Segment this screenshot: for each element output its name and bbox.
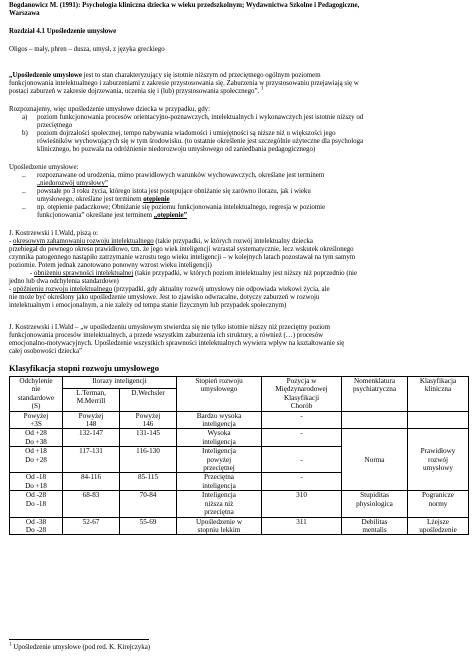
item-b-line-1: poziom dojrzałości społecznej, tempo nabywania wiadomości i umiejętności są niższe niż u większości jego <box>37 130 336 137</box>
cell-terman: 84-116 <box>63 473 120 491</box>
kostrzewski-1-line-4: poziomie. Potem jednak zanotowano ponowny wzrost wieku inteligencji) <box>9 262 212 269</box>
header-text: standardowe <box>17 393 55 402</box>
upo-d3-term: „otępienie” <box>153 212 188 219</box>
cell-text: Do +28 <box>25 455 47 464</box>
item-a-line-2: przeciętnego <box>37 122 73 129</box>
cell-stopien <box>177 517 262 535</box>
header-text: Pozycja w <box>286 377 317 385</box>
header-klasyfikacja <box>408 377 469 412</box>
upo-d3-line-2-text: funkcjonowania” określane jest terminem <box>37 212 152 219</box>
cell-text: 148 <box>85 420 97 429</box>
cell-icd: - <box>262 473 342 491</box>
kostrzewski-1-line-1-rest: (takie przypadki, w których rozwój intelektualny dziecka <box>153 238 313 245</box>
definition-lead: „Upośledzenie umysłowe <box>9 72 82 79</box>
cell-text: umysłowy <box>423 464 453 473</box>
bibliography-line-1: Bogdanowicz M. (1991): Psychologia kliniczna dziecka w wieku przedszkolnym; Wydawnictwa Szkolne i Pedagogiczne, <box>9 2 360 9</box>
item-b-marker: b) <box>22 130 28 137</box>
cell-terman: 132-147 <box>63 429 120 447</box>
cell-text: Przeciętna <box>204 473 234 482</box>
header-text: Klasyfikacja <box>419 377 457 385</box>
kostrzewski-1-line-5-rest: (takie przypadki, w których poziom intelektualny jest niższy niż poprzednio (nie <box>133 270 358 277</box>
dash-bullet: – <box>22 204 26 212</box>
upo-d3-line-2 <box>37 212 187 220</box>
kostrzewski-1-intro: J. Kostrzewski i I.Wald, piszą o: <box>9 230 99 237</box>
upo-d1-line-2: „niedorozwój umysłowy” <box>37 180 108 187</box>
footnote-marker: 1 <box>9 642 12 648</box>
cell-s <box>10 429 63 447</box>
upo-d2-line-2-text: umysłowego, określane jest terminem <box>37 196 142 203</box>
footnote-reference: 1 <box>260 86 264 92</box>
cell-klasyfikacja-empty <box>408 411 469 429</box>
header-text: M.Merrill <box>76 397 106 406</box>
bibliography-line-2: Warszawa <box>9 10 40 17</box>
cell-text: Od -38 <box>25 517 47 526</box>
kostrzewski-1-line-8: nie może być określony jako upośledzenie umysłowe. Jest to zjawisko odwracalne, dotyczy zaburzeń w rozwoju <box>9 294 320 301</box>
cell-s <box>10 447 63 473</box>
cell-klasyfikacja-prawidlowy <box>408 429 469 491</box>
cell-icd: 310 <box>262 491 342 517</box>
cell-text: normy <box>428 499 448 508</box>
cell-text: przeciętna <box>204 508 234 517</box>
cell-stopien <box>177 491 262 517</box>
kostrzewski-1-line-3: czynnika patogennego nastąpiło zatrzymanie wzrostu tego wieku inteligencji – w kolejnych latach pozostawał na tym samym <box>9 254 356 261</box>
cell-text: Upośledzenie w <box>195 517 243 526</box>
cell-terman: 52-67 <box>63 517 120 535</box>
header-terman <box>63 388 120 411</box>
cell-text: Lżejsze <box>427 517 449 526</box>
cell-nomenklatura-debilitas <box>342 517 408 535</box>
header-odchylenie <box>10 377 63 412</box>
cell-text: Prawidłowy <box>420 447 456 456</box>
table-row <box>10 491 469 517</box>
footnote-text: Upośledzenie umysłowe (pod red. K. Kirejczyka) <box>13 644 151 651</box>
cell-text: przeciętnej <box>203 464 235 473</box>
cell-text: upośledzenie <box>419 525 457 534</box>
cell-text: Od +28 <box>25 429 47 438</box>
item-a-line-1: poziom funkcjonowania procesów orientacyjno-poznawczych, intelektualnych i wykonawczych jest istotnie niższy od <box>37 114 364 121</box>
cell-text: Od -28 <box>25 491 47 500</box>
upo-d2-term: otępienie <box>143 196 170 203</box>
header-pozycja <box>262 377 342 412</box>
table-row <box>10 517 469 535</box>
dash-prefix: - <box>9 286 14 293</box>
header-text: Międzynarodowej <box>275 385 328 394</box>
cell-terman: 117-131 <box>63 447 120 473</box>
cell-text: 146 <box>142 420 154 429</box>
dash-prefix: - <box>9 238 14 245</box>
cell-wechsler: 70-84 <box>120 491 177 517</box>
term-opoznienie-rozwoju: opóźnieniu rozwoju intelektualnego <box>13 286 113 293</box>
cell-nomenklatura-norma: Norma <box>342 429 408 491</box>
cell-terman: 68-83 <box>63 491 120 517</box>
cell-text: Debilitas <box>361 517 388 526</box>
cell-wechsler: 131-145 <box>120 429 177 447</box>
header-text: umysłowego <box>200 385 238 394</box>
table-header-row <box>10 377 469 389</box>
dash-prefix: - <box>30 270 35 277</box>
kostrzewski-1-line-5 <box>30 270 357 278</box>
term-okresowe-zahamowanie: okresowym zahamowaniu rozwoju intelektualnego <box>13 238 154 245</box>
cell-text: inteligencja <box>202 437 236 446</box>
cell-text: inteligencja <box>202 481 236 490</box>
definition-line-3 <box>9 88 263 96</box>
item-a-marker: a) <box>22 114 28 121</box>
cell-text: Powyżej <box>135 411 161 420</box>
dash-bullet: – <box>22 188 26 196</box>
item-b-line-2: rówieśników wychowujących się w tym środowisku. (to ostatnie określenie jest szczególnie użyteczne dla psychologa <box>37 138 364 145</box>
upo-d2-line-1: powstałe po 3 roku życia, którego istota jest postępujące obniżanie się zarówno ilorazu, jak i wieku <box>37 188 311 195</box>
cell-text: Inteligencja <box>202 447 236 456</box>
header-wechsler: D.Wechsler <box>120 388 177 411</box>
cell-stopien <box>177 429 262 447</box>
cell-nomenklatura-stupiditas <box>342 491 408 517</box>
header-text: Odchylenie <box>19 377 53 385</box>
definition-line-2: funkcjonowania intelektualnego i zaburzeniami z zakresie przystosowania się. Zaburzenia w przystosowaniu przejawiają się w <box>9 80 359 87</box>
footnote-separator <box>9 639 149 640</box>
item-b-line-3: klinicznego, bo pozwala na odróżnienie niedorozwoju umysłowego od zaniedbania pedagogicznego) <box>37 146 316 153</box>
cell-klasyfikacja-pogranicze <box>408 491 469 517</box>
cell-icd: - <box>262 411 342 429</box>
header-text: L.Terman, <box>76 388 106 397</box>
term-obnizenie-sprawnosci: obniżeniu sprawności intelektualnej <box>34 270 134 277</box>
footnote <box>9 644 150 652</box>
header-ilorazy: Ilorazy inteligencji <box>63 377 177 389</box>
cell-icd: - <box>262 447 342 473</box>
cell-text: rozwój <box>428 455 448 464</box>
cell-stopien <box>177 411 262 429</box>
recognition-intro: Rozpoznajemy, więc upośledzenie umysłowe dziecka w przypadku, gdy: <box>9 106 211 113</box>
cell-text: Do -18 <box>25 499 47 508</box>
table-row <box>10 429 469 447</box>
kostrzewski-2-line-1: J. Kostrzewski i I.Wald – „w upośledzeniu umysłowym stwierdza się nie tylko istotnie niższy niż przeciętny poziom <box>9 324 330 331</box>
cell-icd: 311 <box>262 517 342 535</box>
kostrzewski-1-line-6: jedno lub dwa odchylenia standardowe) <box>9 278 119 285</box>
upo-d1-line-1: rozpoznawane od urodzenia, mimo prawidłowych warunków wychowawczych, określane jest terminem <box>37 172 325 179</box>
cell-text: Do -28 <box>25 525 47 534</box>
cell-icd: - <box>262 429 342 447</box>
kostrzewski-2-line-3: emocjonalno-motywacyjnych. Upośledzenie wszystkich sprawności intelektualnych wywiera wpływ na kształtowanie się <box>9 340 345 347</box>
cell-s <box>10 411 63 429</box>
cell-text: +3S <box>30 420 42 429</box>
kostrzewski-1-line-7-rest: (przypadki, gdy aktualny rozwój umysłowy nie odpowiada wiekowi życia, ale <box>112 286 330 293</box>
header-text: (S) <box>31 402 41 411</box>
classification-table <box>9 376 469 535</box>
cell-text: Wysoka <box>207 429 231 438</box>
header-nomenklatura <box>342 377 408 412</box>
cell-text: Bardzo wysoka <box>196 411 242 420</box>
classification-title: Klasyfikacja stopni rozwoju umysłowego <box>9 363 159 373</box>
cell-s <box>10 517 63 535</box>
definition-line-1 <box>9 72 321 80</box>
header-text: psychiatryczna <box>352 385 397 394</box>
etymology-text: Oligos – mały, phren – dusza, umysł, z języka greckiego <box>9 46 165 53</box>
upo-d2-line-2 <box>37 196 170 204</box>
cell-text: niższa niż <box>204 499 234 508</box>
header-text: Chorób <box>290 402 313 411</box>
section-title: Rozdział 4.1 Upośledzenie umysłowe <box>9 28 117 35</box>
upo-title: Upośledzenie umysłowe: <box>9 164 79 171</box>
cell-wechsler: 85-115 <box>120 473 177 491</box>
dash-bullet: – <box>22 172 26 180</box>
cell-terman <box>63 411 120 429</box>
cell-text: Stupiditas <box>360 491 389 500</box>
kostrzewski-1-line-9: intelektualnym i emocjonalnym, a nie zależy od tempa stanie fizycznym lub przypadek społecznym) <box>9 302 287 309</box>
cell-stopien <box>177 447 262 473</box>
header-text: nie <box>31 385 41 394</box>
cell-text: physiologica <box>356 499 393 508</box>
cell-text: Inteligencja <box>202 491 236 500</box>
header-text: Klasyfikacji <box>283 393 320 402</box>
header-text: kliniczna <box>424 385 452 394</box>
cell-stopien <box>177 473 262 491</box>
cell-text: Do +38 <box>25 437 47 446</box>
definition-line-1-rest: jest to stan charakteryzujący się istotnie niższym od przeciętnego ogólnym poziomem <box>81 72 321 79</box>
cell-text: inteligencja <box>202 420 236 429</box>
cell-s <box>10 491 63 517</box>
kostrzewski-1-line-7 <box>9 286 330 294</box>
kostrzewski-1-line-2: przebiegał do pewnego okresu prawidłowo, tzn. że jego wiek inteligencji wzrastał systematycznie, lecz wskutek określonego <box>9 246 354 253</box>
upo-d3-line-1: np. otępienie padaczkowe; Obniżanie się poziomu funkcjonowania intelektualnego, regresja w poziomie <box>37 204 326 211</box>
table-row <box>10 411 469 429</box>
cell-text: Od -18 <box>25 473 47 482</box>
cell-nomenklatura-empty <box>342 411 408 429</box>
header-stopien <box>177 377 262 412</box>
cell-klasyfikacja-lzejsze <box>408 517 469 535</box>
cell-wechsler <box>120 411 177 429</box>
kostrzewski-1-line-1 <box>9 238 313 246</box>
cell-text: powyżej <box>206 455 232 464</box>
cell-text: mentalis <box>362 525 387 534</box>
cell-wechsler: 55-69 <box>120 517 177 535</box>
kostrzewski-2-line-2: funkcjonowania procesów intelektualnych, a przede wszystkim zaburzenia ich struktury, a również (…) procesów <box>9 332 324 339</box>
cell-text: stopniu lekkim <box>197 525 241 534</box>
definition-line-3-text: postaci zaburzeń w zakresie dojrzewania, uczenia się i (lub) przystosowania społecznego”. <box>9 88 260 95</box>
cell-s <box>10 473 63 491</box>
cell-text: Pogranicze <box>422 491 454 500</box>
header-text: Nomenklatura <box>353 377 396 385</box>
cell-text: Od +18 <box>25 447 47 456</box>
cell-text: Powyżej <box>23 411 49 420</box>
cell-text: Do +18 <box>25 481 47 490</box>
header-text: Stopień rozwoju <box>195 377 243 385</box>
cell-text: Powyżej <box>78 411 104 420</box>
kostrzewski-2-line-4: całej osobowości dziecka” <box>9 348 83 355</box>
cell-wechsler: 116-130 <box>120 447 177 473</box>
